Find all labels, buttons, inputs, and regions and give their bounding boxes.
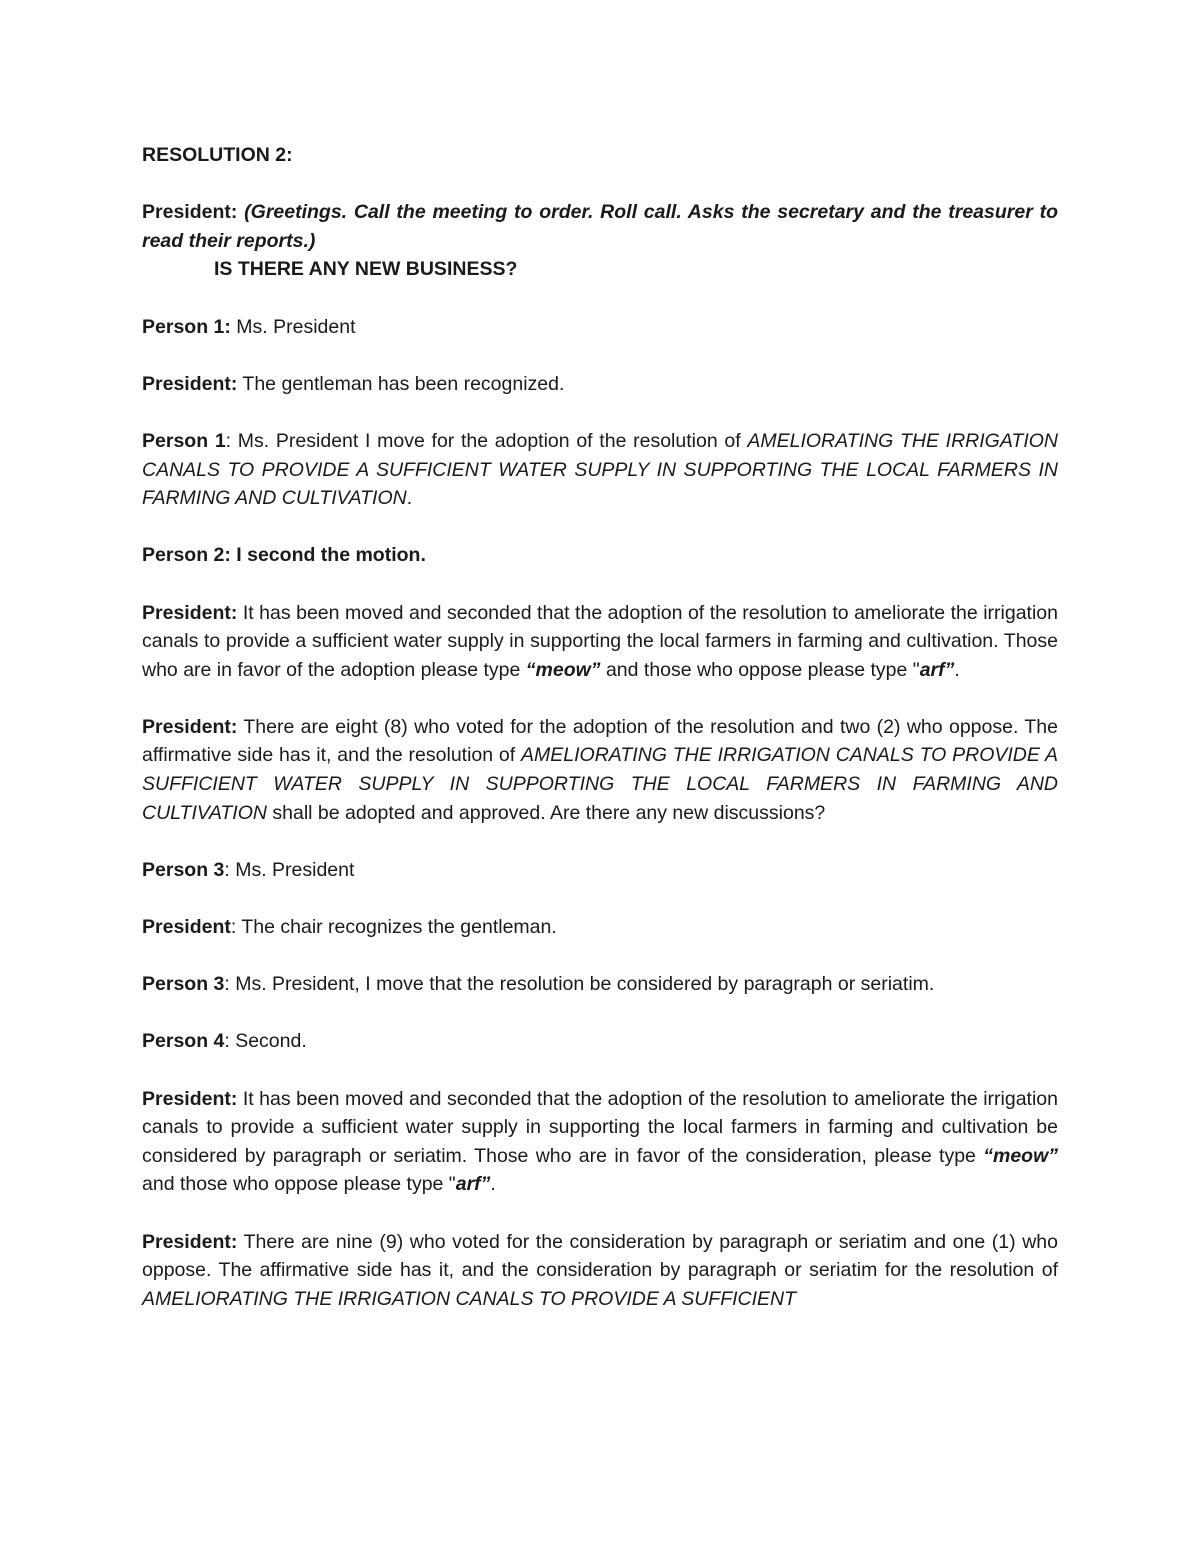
vote-yes-word: “meow” xyxy=(983,1144,1058,1167)
dialogue-text: shall be adopted and approved. Are there any new discussions? xyxy=(266,801,826,824)
speaker-label: President: xyxy=(142,715,238,738)
dialogue-text: and those who oppose please type " xyxy=(600,658,920,681)
speaker-label: President: xyxy=(142,601,238,624)
dialogue-paragraph xyxy=(142,713,1058,827)
dialogue-paragraph xyxy=(142,1228,1058,1314)
dialogue-text: It has been moved and seconded that the adoption of the resolution to ameliorate the irrigation canals to provide a sufficient water supply in supporting the local farmers in farming and cultivation. Those who are in favor of the adoption please type xyxy=(142,601,1058,681)
speaker-label: Person 4 xyxy=(142,1030,225,1053)
dialogue-paragraph xyxy=(142,370,1058,399)
speaker-label: Person 3 xyxy=(142,973,225,996)
speaker-label: President xyxy=(142,916,231,939)
dialogue-paragraph xyxy=(142,599,1058,685)
dialogue-paragraph xyxy=(142,913,1058,942)
vote-no-word: arf” xyxy=(455,1173,491,1196)
speaker-label: President: xyxy=(142,1087,238,1110)
speaker-label: President: xyxy=(142,201,245,224)
dialogue-paragraph xyxy=(142,970,1058,999)
dialogue-paragraph xyxy=(142,313,1058,342)
document-title: RESOLUTION 2: xyxy=(142,144,293,166)
speaker-label: President: xyxy=(142,1230,238,1253)
dialogue-text: There are eight (8) who voted for the adoption of the resolution and two (2) who oppose. The affirmative side has it, and the resolution of xyxy=(142,715,1058,767)
dialogue-text: : Second. xyxy=(224,1030,307,1053)
dialogue-text: Ms. President xyxy=(230,315,356,338)
dialogue-paragraph xyxy=(142,427,1058,513)
stage-direction: (Greetings. Call the meeting to order. Roll call. Asks the secretary and the treasurer to read their reports.) xyxy=(142,201,1059,252)
dialogue-text: . xyxy=(954,658,960,681)
dialogue-text: : Ms. President, I move that the resolution be considered by paragraph or seriatim. xyxy=(224,973,935,996)
dialogue-text: There are nine (9) who voted for the consideration by paragraph or seriatim and one (1) who oppose. The affirmative side has it, and the consideration by paragraph or seriatim for the resolution of xyxy=(142,1230,1058,1282)
dialogue-text: . xyxy=(406,487,413,510)
dialogue-text: The gentleman has been recognized. xyxy=(237,372,565,395)
speaker-label: President: xyxy=(142,372,238,395)
speaker-label: Person 1 xyxy=(142,429,226,452)
dialogue-text: and those who oppose please type " xyxy=(142,1173,456,1196)
dialogue-text: : Ms. President xyxy=(224,858,355,881)
dialogue-paragraph xyxy=(142,1027,1058,1056)
dialogue-text: : Ms. President I move for the adoption of the resolution of xyxy=(225,429,748,452)
dialogue-text: It has been moved and seconded that the adoption of the resolution to ameliorate the irrigation canals to provide a sufficient water supply in supporting the local farmers in farming and cultivation be considered by paragraph or seriatim. Those who are in favor of the consideration, please type xyxy=(142,1087,1058,1167)
speaker-label: Person 1: xyxy=(142,315,231,338)
intro-paragraph xyxy=(142,198,1058,284)
dialogue-paragraph xyxy=(142,856,1058,885)
new-business-question: IS THERE ANY NEW BUSINESS? xyxy=(214,258,518,281)
vote-no-word: arf” xyxy=(919,658,955,681)
speaker-label: Person 3 xyxy=(142,858,225,881)
resolution-title: AMELIORATING THE IRRIGATION CANALS TO PROVIDE A SUFFICIENT xyxy=(142,1287,797,1310)
resolution-title: AMELIORATING THE IRRIGATION CANALS TO PROVIDE A SUFFICIENT WATER SUPPLY IN SUPPORTING THE LOCAL FARMERS IN FARMING AND CULTIVATION xyxy=(142,429,1058,510)
vote-yes-word: “meow” xyxy=(525,658,601,681)
dialogue-text: : The chair recognizes the gentleman. xyxy=(230,916,557,939)
dialogue-paragraph xyxy=(142,1085,1058,1199)
document-page xyxy=(142,141,1058,1342)
dialogue-paragraph: Person 2: I second the motion. xyxy=(142,544,426,567)
resolution-title: AMELIORATING THE IRRIGATION CANALS TO PROVIDE A SUFFICIENT WATER SUPPLY IN SUPPORTING THE LOCAL FARMERS IN FARMING AND CULTIVATION xyxy=(142,744,1059,824)
dialogue-text: . xyxy=(490,1173,496,1196)
